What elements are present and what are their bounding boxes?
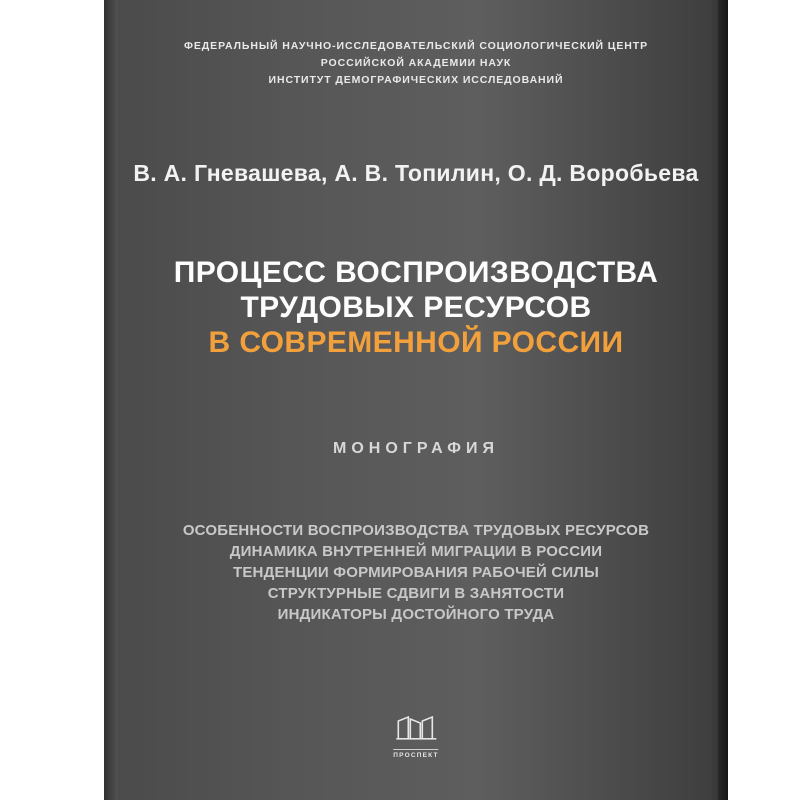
authors: В. А. Гневашева, А. В. Топилин, О. Д. Воробьева	[133, 160, 699, 186]
topic-item: ДИНАМИКА ВНУТРЕННЕЙ МИГРАЦИИ В РОССИИ	[229, 543, 603, 560]
topic-item: ИНДИКАТОРЫ ДОСТОЙНОГО ТРУДА	[277, 606, 555, 623]
book-cover	[104, 0, 728, 800]
topic-item: ОСОБЕННОСТИ ВОСПРОИЗВОДСТВА ТРУДОВЫХ РЕСУРСОВ	[182, 522, 650, 539]
title-line-2: ТРУДОВЫХ РЕСУРСОВ	[240, 291, 592, 324]
cover-content	[104, 0, 728, 800]
publisher-line-1: ФЕДЕРАЛЬНЫЙ НАУЧНО-ИССЛЕДОВАТЕЛЬСКИЙ СОЦИОЛОГИЧЕСКИЙ ЦЕНТР	[184, 40, 648, 52]
topic-item: СТРУКТУРНЫЕ СДВИГИ В ЗАНЯТОСТИ	[267, 585, 565, 602]
publisher-logo	[393, 715, 438, 762]
book-title	[104, 255, 728, 360]
topics-list	[104, 520, 728, 625]
publisher-line-3: ИНСТИТУТ ДЕМОГРАФИЧЕСКИХ ИССЛЕДОВАНИЙ	[268, 74, 564, 86]
publisher-line-2: РОССИЙСКОЙ АКАДЕМИИ НАУК	[320, 57, 512, 69]
title-line-1: ПРОЦЕСС ВОСПРОИЗВОДСТВА	[173, 256, 659, 289]
prospekt-logo-icon	[394, 715, 438, 741]
publisher-logo-text: ПРОСПЕКТ	[393, 749, 438, 759]
publisher-affiliation	[104, 38, 728, 89]
subtitle: МОНОГРАФИЯ	[333, 440, 499, 457]
topic-item: ТЕНДЕНЦИИ ФОРМИРОВАНИЯ РАБОЧЕЙ СИЛЫ	[232, 564, 599, 581]
title-line-3: В СОВРЕМЕННОЙ РОССИИ	[208, 326, 624, 359]
